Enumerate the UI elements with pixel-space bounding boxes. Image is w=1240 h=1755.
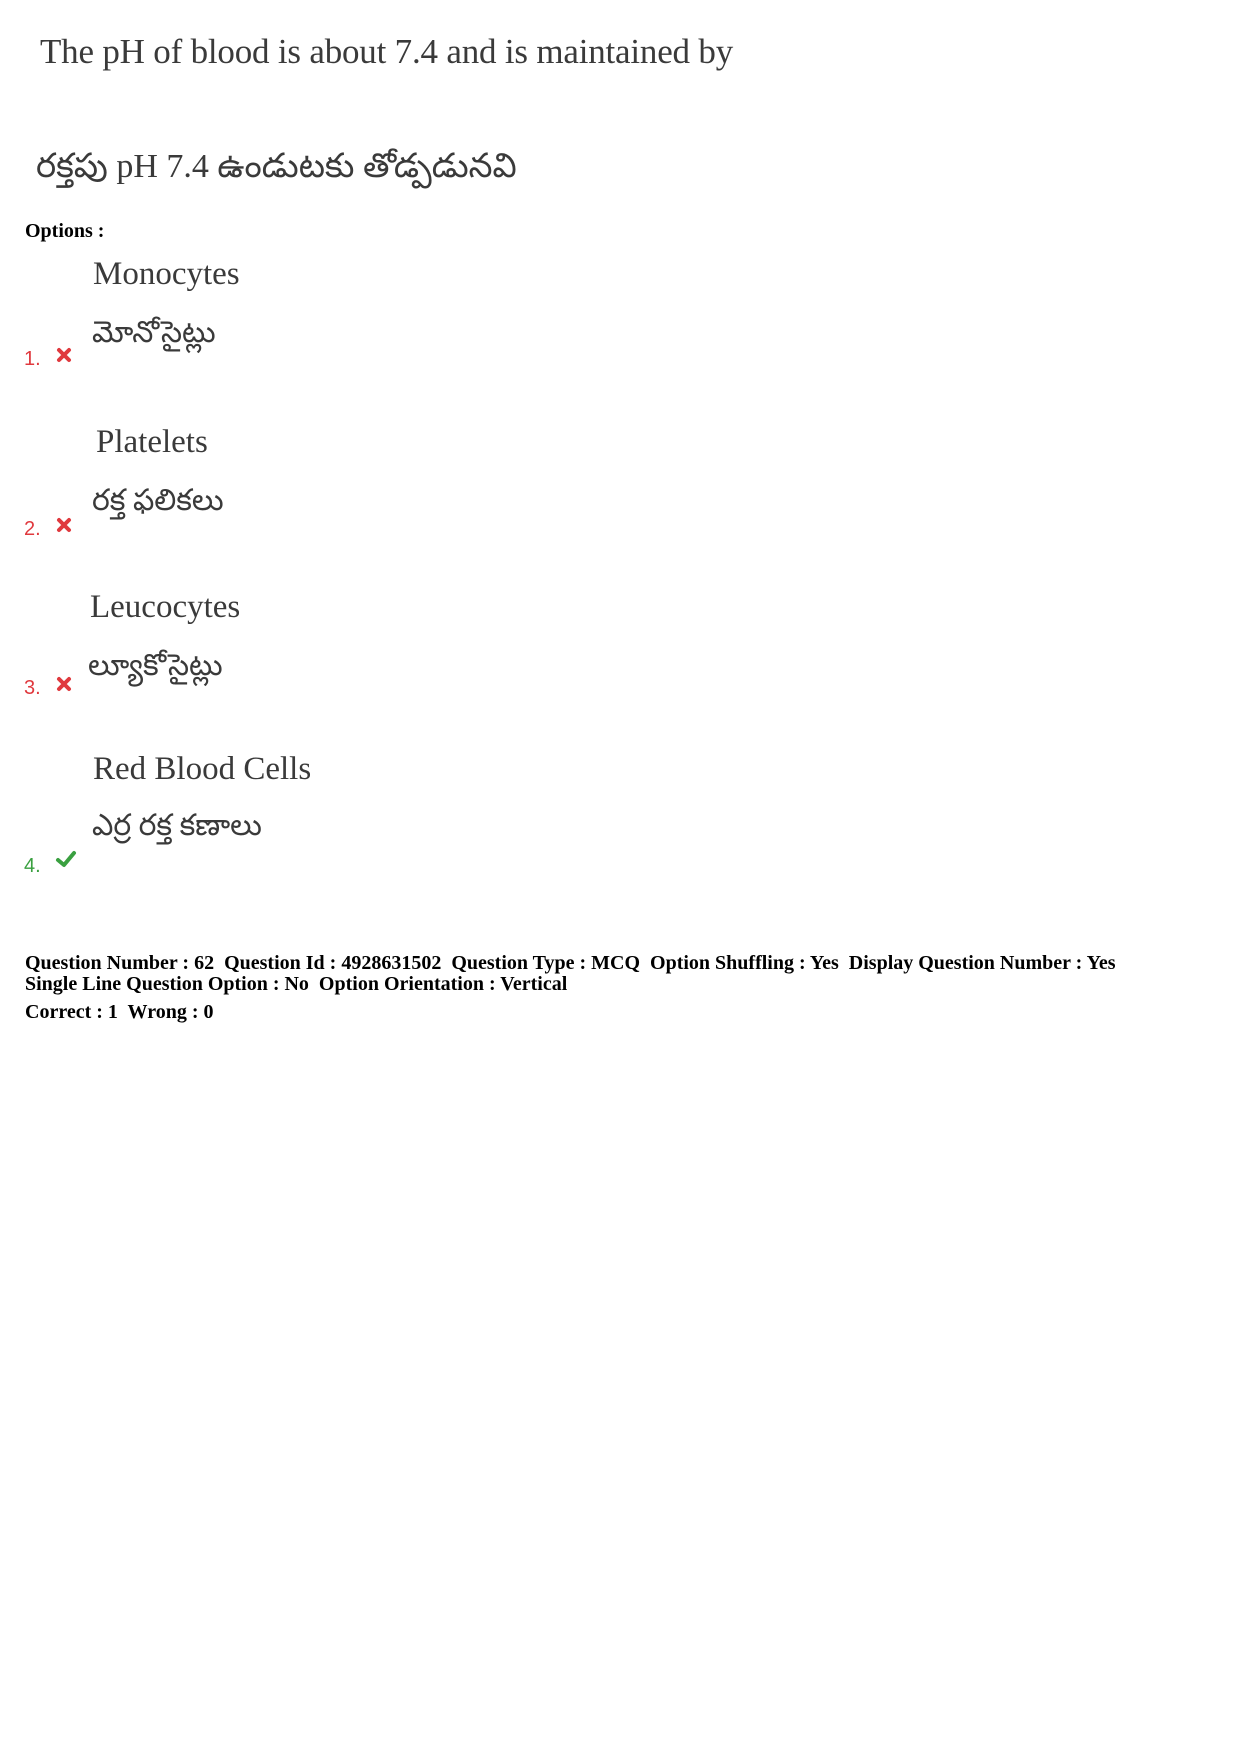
- option-2: [0, 418, 700, 578]
- option-3-english: Leucocytes: [90, 589, 241, 625]
- option-3: [0, 583, 700, 743]
- option-4-telugu: ఎర్ర రక్త కణాలు: [92, 809, 262, 842]
- option-1-number: 1.: [24, 348, 41, 370]
- question-meta-line-2: Single Line Question Option : No Option Orientation : Vertical: [25, 973, 568, 995]
- option-2-english: Platelets: [96, 424, 208, 460]
- option-4-number: 4.: [24, 855, 41, 877]
- option-4: [0, 745, 700, 905]
- question-text-english: The pH of blood is about 7.4 and is maintained by: [40, 32, 734, 71]
- check-icon: [55, 849, 77, 869]
- option-2-number: 2.: [24, 518, 41, 540]
- cross-icon: [55, 346, 73, 364]
- question-text-telugu: రక్తపు pH 7.4 ఉండుటకు తోడ్పడునవి: [36, 148, 517, 185]
- option-1: [0, 250, 700, 410]
- question-meta-line-1: Question Number : 62 Question Id : 4928631502 Question Type : MCQ Option Shuffling : Yes Display Question Number : Yes: [25, 952, 1116, 974]
- option-4-english: Red Blood Cells: [93, 751, 312, 787]
- option-3-telugu: ల్యూకోసైట్లు: [88, 649, 223, 682]
- options-label: Options :: [25, 220, 105, 242]
- option-1-telugu: మోనోసైట్లు: [92, 316, 216, 349]
- option-2-telugu: రక్త ఫలికలు: [92, 484, 224, 517]
- option-3-number: 3.: [24, 677, 41, 699]
- cross-icon: [55, 516, 73, 534]
- cross-icon: [55, 675, 73, 693]
- option-1-english: Monocytes: [93, 256, 240, 292]
- score-line: Correct : 1 Wrong : 0: [25, 1001, 214, 1023]
